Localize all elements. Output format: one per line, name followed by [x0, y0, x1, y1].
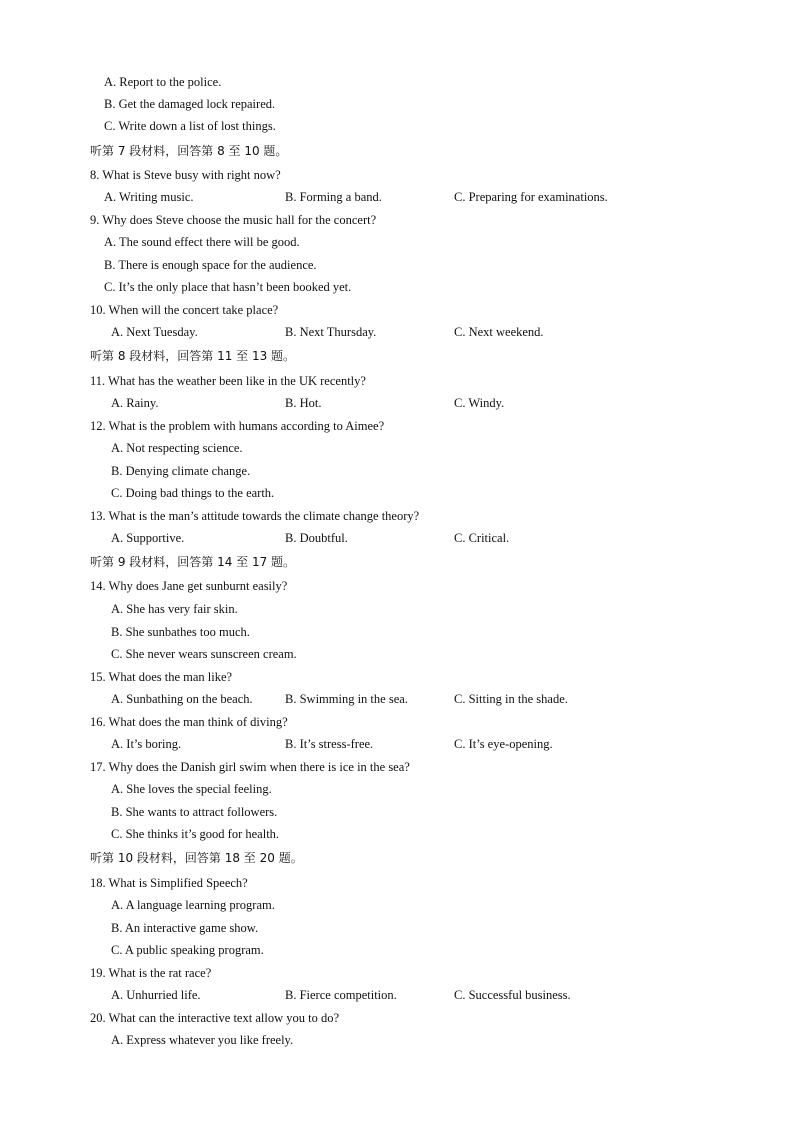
q13-option-b: B. Doubtful. [285, 531, 348, 545]
q10-option-b: B. Next Thursday. [285, 325, 377, 339]
q9-stem: 9. Why does Steve choose the music hall for the concert? [90, 213, 377, 227]
q19-option-c: C. Successful business. [454, 988, 571, 1002]
q11-option-b: B. Hot. [285, 396, 322, 410]
q16-option-c: C. It’s eye-opening. [454, 737, 553, 751]
q7-option-a: A. Report to the police. [104, 75, 222, 89]
q8-option-c: C. Preparing for examinations. [454, 190, 608, 204]
q12-option-b: B. Denying climate change. [111, 464, 251, 478]
q16-option-a: A. It’s boring. [111, 737, 182, 751]
q15-stem: 15. What does the man like? [90, 670, 233, 684]
q16-option-b: B. It’s stress-free. [285, 737, 374, 751]
q19-stem: 19. What is the rat race? [90, 966, 212, 980]
q20-stem: 20. What can the interactive text allow you to do? [90, 1011, 339, 1025]
q7-option-c: C. Write down a list of lost things. [104, 119, 276, 133]
q17-stem: 17. Why does the Danish girl swim when there is ice in the sea? [90, 760, 410, 774]
q18-stem: 18. What is Simplified Speech? [90, 876, 248, 890]
q17-option-a: A. She loves the special feeling. [111, 782, 272, 796]
q11-stem: 11. What has the weather been like in the UK recently? [90, 374, 366, 388]
q10-option-c: C. Next weekend. [454, 325, 544, 339]
q8-option-a: A. Writing music. [104, 190, 194, 204]
q16-stem: 16. What does the man think of diving? [90, 715, 288, 729]
q12-option-a: A. Not respecting science. [111, 441, 243, 455]
q15-option-c: C. Sitting in the shade. [454, 692, 568, 706]
q12-option-c: C. Doing bad things to the earth. [111, 486, 275, 500]
q19-option-a: A. Unhurried life. [111, 988, 201, 1002]
q14-option-c: C. She never wears sunscreen cream. [111, 647, 297, 661]
q17-option-b: B. She wants to attract followers. [111, 805, 278, 819]
q17-option-c: C. She thinks it’s good for health. [111, 827, 280, 841]
q9-option-c: C. It’s the only place that hasn’t been booked yet. [104, 280, 352, 294]
q13-option-c: C. Critical. [454, 531, 510, 545]
q18-option-b: B. An interactive game show. [111, 921, 259, 935]
q20-option-a: A. Express whatever you like freely. [111, 1033, 294, 1047]
q10-option-a: A. Next Tuesday. [111, 325, 198, 339]
q18-option-a: A. A language learning program. [111, 898, 275, 912]
q18-option-c: C. A public speaking program. [111, 943, 264, 957]
section-header-9: 听第 9 段材料，回答第 14 至 17 题。 [90, 555, 296, 569]
q14-stem: 14. Why does Jane get sunburnt easily? [90, 579, 288, 593]
q11-option-a: A. Rainy. [111, 396, 159, 410]
q15-option-b: B. Swimming in the sea. [285, 692, 408, 706]
section-header-8: 听第 8 段材料，回答第 11 至 13 题。 [90, 349, 296, 363]
q15-option-a: A. Sunbathing on the beach. [111, 692, 253, 706]
q9-option-a: A. The sound effect there will be good. [104, 235, 300, 249]
q7-option-b: B. Get the damaged lock repaired. [104, 97, 276, 111]
q19-option-b: B. Fierce competition. [285, 988, 397, 1002]
q13-option-a: A. Supportive. [111, 531, 185, 545]
q10-stem: 10. When will the concert take place? [90, 303, 279, 317]
q11-option-c: C. Windy. [454, 396, 505, 410]
q14-option-a: A. She has very fair skin. [111, 602, 238, 616]
q9-option-b: B. There is enough space for the audience. [104, 258, 317, 272]
q8-stem: 8. What is Steve busy with right now? [90, 168, 281, 182]
q8-option-b: B. Forming a band. [285, 190, 382, 204]
q12-stem: 12. What is the problem with humans according to Aimee? [90, 419, 385, 433]
section-header-7: 听第 7 段材料，回答第 8 至 10 题。 [90, 144, 288, 158]
section-header-10: 听第 10 段材料，回答第 18 至 20 题。 [90, 851, 303, 865]
q13-stem: 13. What is the man’s attitude towards the climate change theory? [90, 509, 420, 523]
q14-option-b: B. She sunbathes too much. [111, 625, 250, 639]
